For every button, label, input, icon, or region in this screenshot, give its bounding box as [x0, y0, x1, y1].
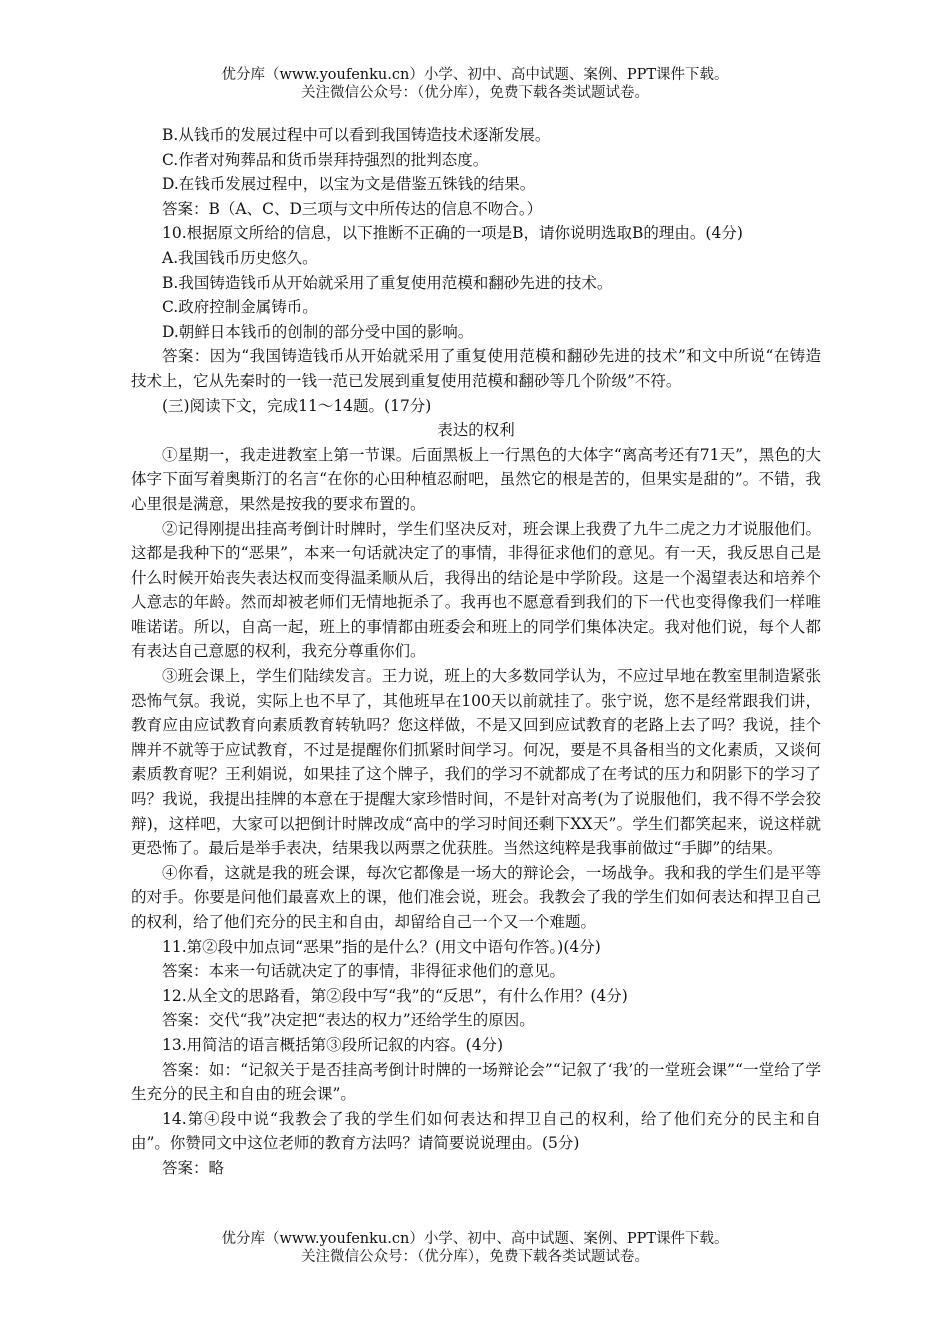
- q13-question: 13.用简洁的语言概括第③段所记叙的内容。(4分): [162, 1035, 504, 1054]
- q12-answer: 答案：交代“我”决定把“表达的权力”还给学生的原因。: [162, 1011, 535, 1030]
- q12-question: 12.从全文的思路看，第②段中写“我”的“反思”，有什么作用？(4分): [162, 986, 628, 1005]
- article-paragraph-2: ②记得刚提出挂高考倒计时牌时，学生们坚决反对，班会课上我费了九牛二虎之力才说服他们。这都是我种下的“恶果”，本来一句话就决定了的事情，非得征求他们的意见。有一天，我反思自己是什么时候开始丧失表达权而变得温柔顺从后，我得出的结论是中学阶段。这是一个渴望表达和培养个人意志的年龄。然而却被老师们无情地扼杀了。我再也不愿意看到我们的下一代也变得像我们一样唯唯诺诺。所以，自高一起，班上的事情都由班委会和班上的同学们集体决定。我对他们说，每个人都有表达自己意愿的权利，我充分尊重你们。: [131, 519, 821, 661]
- q10-option-c: C.政府控制金属铸币。: [162, 298, 318, 317]
- q9-option-b: B.从钱币的发展过程中可以看到我国铸造技术逐渐发展。: [162, 126, 551, 144]
- q14-question: 14.第④段中说“我教会了我的学生们如何表达和捍卫自己的权利，给了他们充分的民主和自由”。你赞同文中这位老师的教育方法吗？请简要说说理由。(5分): [131, 1109, 821, 1153]
- article-paragraph-3: ③班会课上，学生们陆续发言。王力说，班上的大多数同学认为，不应过早地在教室里制造紧张恐怖气氛。我说，实际上也不早了，其他班早在100天以前就挂了。张宁说，您不是经常跟我们讲，教育应由应试教育向素质教育转轨吗？您这样做，不是又回到应试教育的老路上去了吗？我说，挂个牌并不就等于应试教育，不过是提醒你们抓紧时间学习。何况，要是不具备相当的文化素质，又谈何素质教育呢？王利娟说，如果挂了这个牌子，我们的学习不就都成了在考试的压力和阴影下的学习了吗？我说，我提出挂牌的本意在于提醒大家珍惜时间，不是针对高考(为了说服他们，我不得不学会狡辩)，这样吧，大家可以把倒计时牌改成“高中的学习时间还剩下XX天”。学生们都笑起来，说这样就更恐怖了。最后是举手表决，结果我以两票之优获胜。当然这纯粹是我事前做过“手脚”的结果。: [131, 667, 821, 858]
- q9-answer: 答案：B（A、C、D三项与文中所传达的信息不吻合。）: [162, 199, 543, 218]
- section-3-heading: (三)阅读下文，完成11～14题。(17分): [162, 396, 432, 415]
- q11-question: 11.第②段中加点词“恶果”指的是什么？(用文中语句作答。)(4分): [162, 937, 601, 956]
- footer-line-2: 关注微信公众号：（优分库），免费下载各类试题试卷。: [301, 1249, 649, 1265]
- page-footer: [0, 1230, 950, 1266]
- q10-option-d: D.朝鲜日本钱币的创制的部分受中国的影响。: [162, 322, 474, 341]
- footer-line-1: 优分库（www.youfenku.cn）小学、初中、高中试题、案例、PPT课件下载。: [221, 1231, 729, 1247]
- q11-answer: 答案：本来一句话就决定了的事情，非得征求他们的意见。: [162, 962, 566, 981]
- article-paragraph-1: ①星期一，我走进教室上第一节课。后面黑板上一行黑色的大体字“离高考还有71天”，黑色的大体字下面写着奥斯汀的名言“在你的心田种植忍耐吧，虽然它的根是苦的，但果实是甜的”。不错，我心里很是满意，果然是按我的要求布置的。: [131, 445, 821, 513]
- q14-answer: 答案：略: [162, 1158, 225, 1177]
- q10-answer: 答案：因为“我国铸造钱币从开始就采用了重复使用范模和翻砂先进的技术”和文中所说“在铸造技术上，它从先秦时的一钱一范已发展到重复使用范模和翻砂等几个阶级”不符。: [131, 347, 821, 390]
- q13-answer: 答案：如：“记叙关于是否挂高考倒计时牌的一场辩论会”“记叙了‘我’的一堂班会课”“一堂给了学生充分的民主和自由的班会课”。: [131, 1060, 821, 1104]
- q10-option-b: B.我国铸造钱币从开始就采用了重复使用范模和翻砂先进的技术。: [162, 273, 613, 292]
- article-paragraph-4: ④你看，这就是我的班会课，每次它都像是一场大的辩论会，一场战争。我和我的学生们是平等的对手。你要是问他们最喜欢上的课，他们准会说，班会。我教会了我的学生们如何表达和捍卫自己的权利，给了他们充分的民主和自由，却留给自己一个又一个难题。: [131, 863, 821, 931]
- page-header: [0, 66, 950, 102]
- article-title: 表达的权利: [437, 421, 515, 440]
- header-line-2: 关注微信公众号：（优分库），免费下载各类试题试卷。: [301, 85, 649, 101]
- q9-option-d: D.在钱币发展过程中，以宝为文是借鉴五铢钱的结果。: [162, 175, 536, 194]
- q9-option-c: C.作者对殉葬品和货币崇拜持强烈的批判态度。: [162, 150, 489, 169]
- q10-option-a: A.我国钱币历史悠久。: [162, 248, 318, 267]
- q10-question: 10.根据原文所给的信息，以下推断不正确的一项是B，请你说明选取B的理由。(4分): [162, 224, 743, 243]
- header-line-1: 优分库（www.youfenku.cn）小学、初中、高中试题、案例、PPT课件下载。: [221, 67, 729, 83]
- document-body: [131, 123, 821, 1181]
